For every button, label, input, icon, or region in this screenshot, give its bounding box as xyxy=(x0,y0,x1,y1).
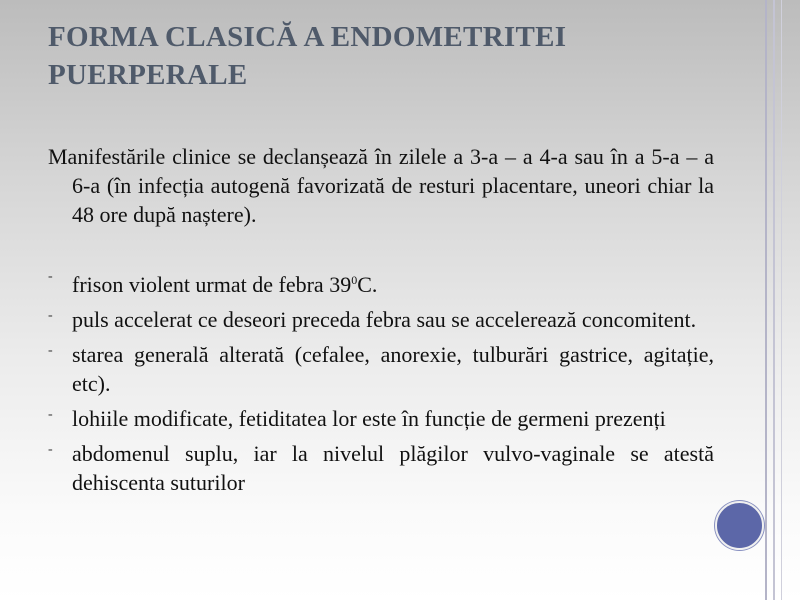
decorative-line xyxy=(781,0,782,600)
bullet-text: C. xyxy=(357,272,378,297)
bullet-item xyxy=(48,404,714,433)
bullet-item xyxy=(48,266,714,299)
bullet-text: starea generală alterată (cefalee, anorexie, tulburări gastrice, agitație, etc). xyxy=(72,342,720,396)
bullet-list xyxy=(48,266,720,497)
degree-superscript: 0 xyxy=(351,273,358,287)
decorative-line xyxy=(765,0,767,600)
slide-title: FORMA CLASICĂ A ENDOMETRITEI PUERPERALE xyxy=(48,21,567,91)
bullet-item xyxy=(48,439,714,497)
bullet-text: abdomenul suplu, iar la nivelul plăgilor vulvo-vaginale se atestă dehiscenta suturilor xyxy=(72,441,714,495)
bullet-text: lohiile modificate, fetiditatea lor este în funcție de germeni prezenți xyxy=(72,406,666,431)
intro-paragraph: Manifestările clinice se declanșează în zilele a 3-a – a 4-a sau în a 5-a – a 6-a (în infecția autogenă favorizată de resturi placentare, uneori chiar la 48 ore după naștere). xyxy=(48,144,714,227)
bullet-text: frison violent urmat de febra 39 xyxy=(72,272,352,297)
bullet-text: puls accelerat ce deseori preceda febra sau se accelerează concomitent. xyxy=(72,307,697,332)
bullet-item xyxy=(48,305,714,334)
decorative-line xyxy=(773,0,775,600)
decorative-circle xyxy=(715,501,764,550)
bullet-item xyxy=(48,340,720,398)
slide-body xyxy=(48,142,720,503)
